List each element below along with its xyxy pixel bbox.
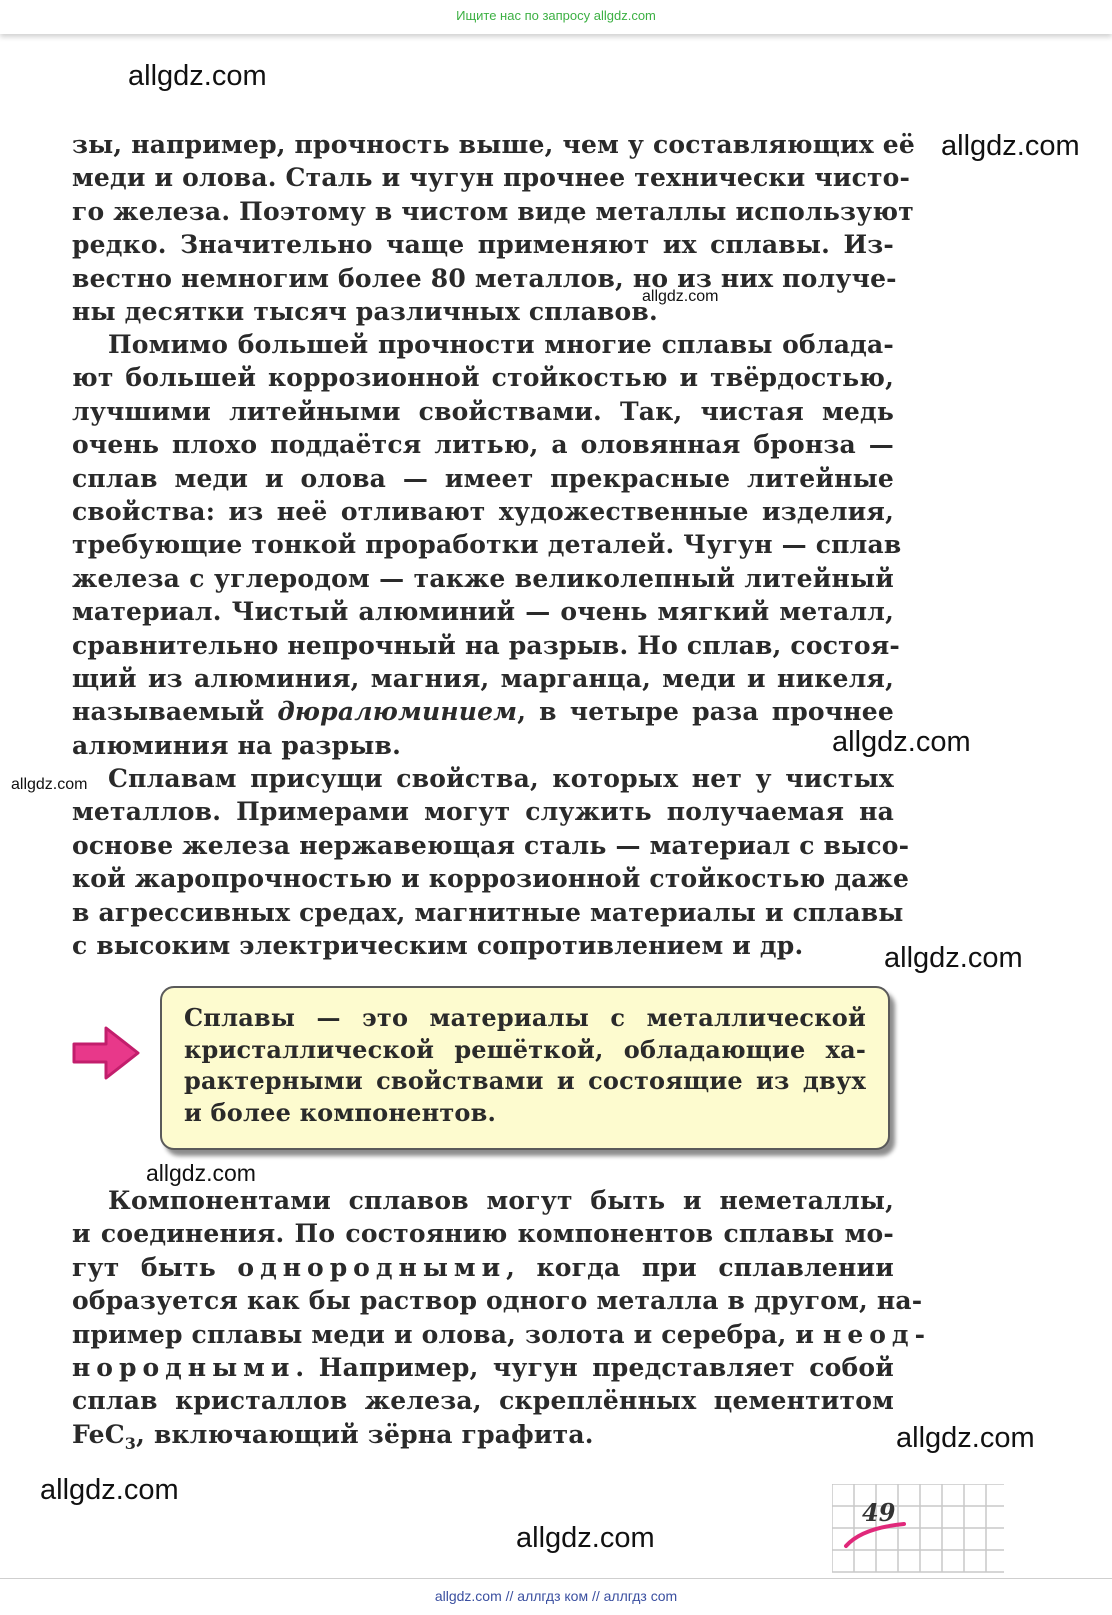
watermark: allgdz.com [40,1474,179,1506]
formula-text: FeC [72,1419,125,1449]
text-line: очень плохо поддаётся литью, а оловянная бронза — [72,430,894,460]
text-line: сплав меди и олова — имеет прекрасные литейные [72,463,894,493]
definition-box [160,986,890,1150]
text-line: Сплавам присущи свойства, которых нет у чистых [108,764,894,793]
watermark: allgdz.com [884,942,1023,974]
text-line [72,1351,894,1384]
text-line: кой жаропрочностью и коррозионной стойкостью даже [72,864,910,894]
text-line: ют большей коррозионной стойкостью и твёрдостью, [72,363,894,393]
text-segment: гут быть [72,1252,238,1282]
definition-line: рактерными свойствами и состоящие из двух [184,1066,866,1096]
text-line: сравнительно непрочный на разрыв. Но сплав, состоя- [72,630,900,660]
text-line [72,1251,894,1284]
text-segment: , включающий зёрна графита. [136,1419,594,1449]
text-line: железа с углеродом — также великолепный литейный [72,563,894,593]
text-line: свойства: из неё отливают художественные изделия, [72,496,894,526]
text-line: в агрессивных средах, магнитные материалы и сплавы [72,897,904,927]
right-arrow-icon [70,1022,142,1084]
text-line: сплав кристаллов железа, скреплённых цементитом [72,1386,894,1416]
text-line: редко. Значительно чаще применяют их сплавы. Из- [72,230,894,260]
text-line: металлов. Примерами могут служить получаемая на [72,797,894,827]
text-segment: , в четыре раза прочнее [517,697,895,727]
formula-subscript: 3 [124,1433,137,1453]
paragraph-3 [72,762,910,962]
page-number: 49 [862,1498,896,1527]
spaced-term: однородными [237,1252,507,1282]
text-line: вестно немногим более 80 металлов, но из них получе- [72,263,897,293]
watermark: allgdz.com [11,776,88,793]
text-line: требующие тонкой проработки деталей. Чугун — сплав [72,530,902,560]
text-segment: называемый [72,697,278,727]
term-italic: дюралюминием [277,697,518,727]
text-line [72,1418,894,1451]
text-line: лучшими литейными свойствами. Так, чистая медь [72,396,894,426]
text-line: го железа. Поэтому в чистом виде металлы используют [72,196,914,226]
watermark: allgdz.com [128,60,267,92]
text-line: Компонентами сплавов могут быть и неметаллы, [108,1186,894,1215]
text-line: образуется как бы раствор одного металла в другом, на- [72,1286,923,1316]
watermark: allgdz.com [516,1522,655,1554]
text-line: Помимо большей прочности многие сплавы облада- [108,330,894,359]
text-segment: . Например, чугун представляет собой [295,1352,894,1382]
definition-line: и более компонентов. [184,1097,497,1127]
text-line: с высоким электрическим сопротивлением и др. [72,930,804,960]
paragraph-4 [72,1184,931,1453]
paragraph-1 [72,128,915,328]
text-segment: , когда при сплавлении [506,1252,894,1282]
definition-line: кристаллической решёткой, обладающие ха- [184,1034,866,1064]
text-line: меди и олова. Сталь и чугун прочнее технически чисто- [72,163,911,193]
text-line: и соединения. По состоянию компонентов сплавы мо- [72,1219,894,1249]
watermark: allgdz.com [642,288,719,305]
text-line [72,695,894,728]
text-line: основе железа нержавеющая сталь — материал с высо- [72,830,910,860]
spaced-term: нородными [72,1352,296,1382]
watermark: allgdz.com [941,130,1080,162]
definition-line: Сплавы — это материалы с металлической [184,1003,866,1032]
text-line [72,1318,931,1351]
text-line: материал. Чистый алюминий — очень мягкий металл, [72,597,894,627]
text-line: ны десятки тысяч различных сплавов. [72,296,658,326]
bottom-bar: allgdz.com // аллгдз ком // аллгдз com [0,1578,1112,1615]
top-banner: Ищите нас по запросу allgdz.com [0,0,1112,34]
watermark: allgdz.com [146,1160,256,1186]
text-segment: пример сплавы меди и олова, золота и серебра, и [72,1319,824,1349]
watermark: allgdz.com [832,726,971,758]
watermark: allgdz.com [896,1422,1035,1454]
text-line: щий из алюминия, магния, марганца, меди и никеля, [72,663,894,693]
text-line: алюминия на разрыв. [72,730,401,760]
page-number-grid [832,1484,1012,1574]
spaced-term: неод- [823,1319,931,1349]
text-line: зы, например, прочность выше, чем у составляющих её [72,130,915,159]
